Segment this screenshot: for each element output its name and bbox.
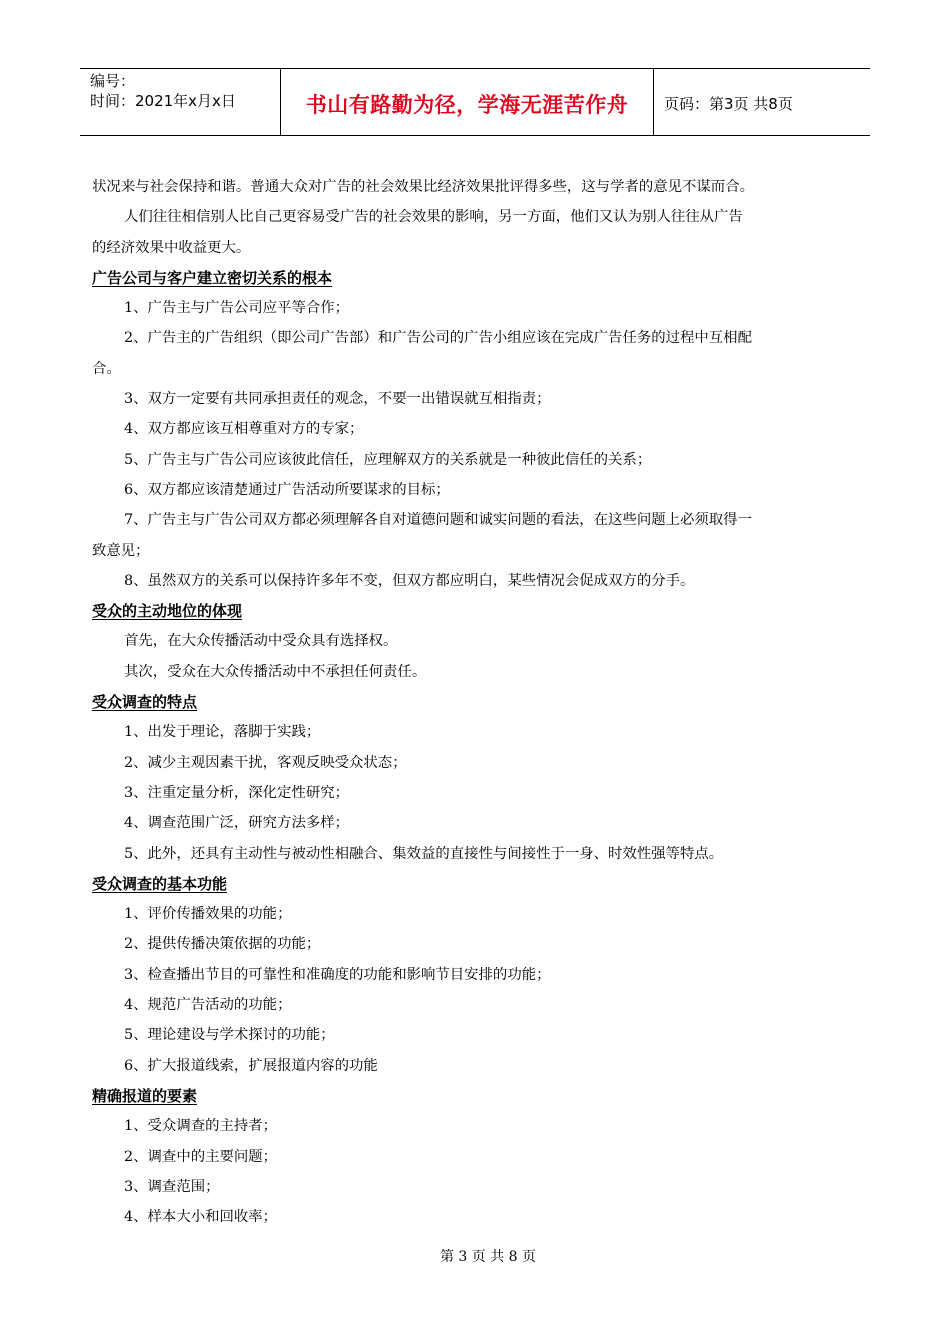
page-header xyxy=(80,68,870,136)
paragraph-line: 1、评价传播效果的功能； xyxy=(124,906,292,923)
paragraph-line: 4、规范广告活动的功能； xyxy=(124,997,292,1014)
paragraph-line: 2、调查中的主要问题； xyxy=(124,1148,278,1165)
paragraph-line: 6、双方都应该清楚通过广告活动所要谋求的目标； xyxy=(124,481,450,498)
paragraph-line: 1、受众调查的主持者； xyxy=(124,1118,278,1135)
paragraph-line: 人们往往相信别人比自己更容易受广告的社会效果的影响，另一方面，他们又认为别人往往从广告 xyxy=(124,209,743,226)
paragraph-line: 2、广告主的广告组织（即公司广告部）和广告公司的广告小组应该在完成广告任务的过程中互相配 xyxy=(124,330,752,347)
header-meta-cell xyxy=(80,69,281,135)
section-heading: 受众的主动地位的体现 xyxy=(92,602,243,621)
section-heading: 精确报道的要素 xyxy=(92,1086,198,1105)
section-heading: 广告公司与客户建立密切关系的根本 xyxy=(92,268,333,287)
header-motto: 书山有路勤为径，学海无涯苦作舟 xyxy=(281,69,654,135)
section-heading: 受众调查的基本功能 xyxy=(92,874,228,893)
paragraph-line: 的经济效果中收益更大。 xyxy=(92,239,251,256)
paragraph-line: 5、理论建设与学术探讨的功能； xyxy=(124,1027,335,1044)
paragraph-line: 3、检查播出节目的可靠性和准确度的功能和影响节目安排的功能； xyxy=(124,966,551,983)
paragraph-line: 4、调查范围广泛，研究方法多样； xyxy=(124,815,350,832)
paragraph-line: 合。 xyxy=(92,360,121,377)
page-footer xyxy=(0,1246,950,1266)
paragraph-line: 1、出发于理论，落脚于实践； xyxy=(124,724,321,741)
paragraph-line: 3、双方一定要有共同承担责任的观念，不要一出错误就互相指责； xyxy=(124,391,551,408)
document-date-label: 时间：2021年x月x日 xyxy=(90,92,236,110)
paragraph-line: 致意见； xyxy=(92,542,150,559)
paragraph-line: 状况来与社会保持和谐。普通大众对广告的社会效果比经济效果批评得多些，这与学者的意见不谋而合。 xyxy=(92,179,754,195)
paragraph-line: 首先，在大众传播活动中受众具有选择权。 xyxy=(124,633,398,650)
paragraph-line: 4、样本大小和回收率； xyxy=(124,1209,278,1226)
section-heading: 受众调查的特点 xyxy=(92,693,198,712)
paragraph-line: 2、提供传播决策依据的功能； xyxy=(124,936,321,953)
paragraph-line: 3、调查范围； xyxy=(124,1178,220,1195)
paragraph-line: 其次，受众在大众传播活动中不承担任何责任。 xyxy=(124,663,427,680)
header-page-code: 页码：第3页 共8页 xyxy=(664,94,793,113)
paragraph-line: 3、注重定量分析，深化定性研究； xyxy=(124,784,350,801)
paragraph-line: 7、广告主与广告公司双方都必须理解各自对道德问题和诚实问题的看法，在这些问题上必须取得一 xyxy=(124,512,752,529)
paragraph-line: 5、广告主与广告公司应该彼此信任，应理解双方的关系就是一种彼此信任的关系； xyxy=(124,451,652,468)
document-number-label: 编号： xyxy=(90,72,136,90)
paragraph-line: 6、扩大报道线索，扩展报道内容的功能 xyxy=(124,1057,378,1074)
paragraph-line: 8、虽然双方的关系可以保持许多年不变，但双方都应明白，某些情况会促成双方的分手。 xyxy=(124,572,695,589)
footer-page-number: 第 3 页 共 8 页 xyxy=(439,1249,537,1265)
paragraph-line: 2、减少主观因素干扰，客观反映受众状态； xyxy=(124,754,407,771)
paragraph-line: 5、此外，还具有主动性与被动性相融合、集效益的直接性与间接性于一身、时效性强等特点。 xyxy=(124,845,724,862)
paragraph-line: 4、双方都应该互相尊重对方的专家； xyxy=(124,421,364,438)
paragraph-line: 1、广告主与广告公司应平等合作； xyxy=(124,300,350,317)
document-body xyxy=(92,172,862,1232)
